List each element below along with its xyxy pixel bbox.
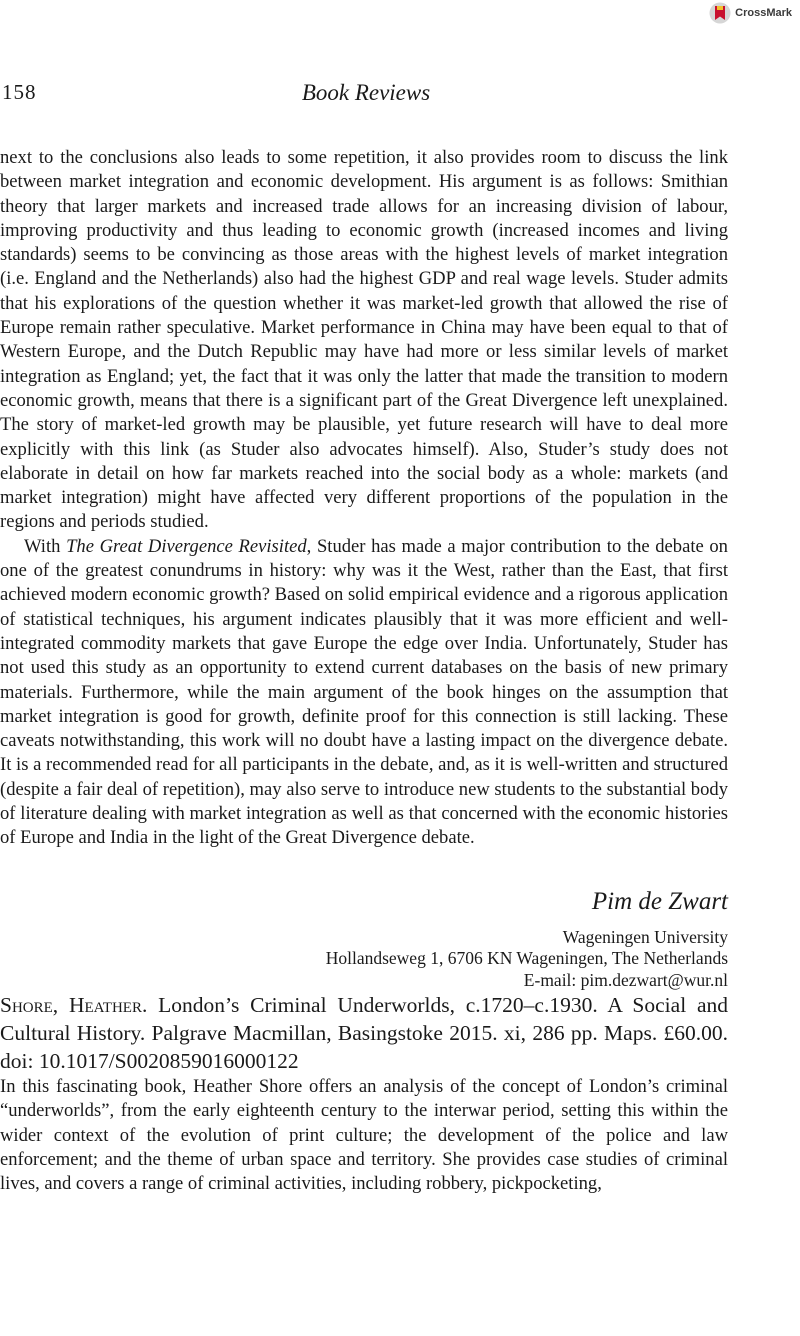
review1-paragraph-1: next to the conclusions also leads to some repetition, it also provides room to discuss the link between market integration and economic development. His argument is as follows: Smithian theory that larger markets and increased trade allows for an increasing division of labour, improving productivity and thus leading to economic growth (increased incomes and living standards) seems to be convincing as those areas with the highest levels of market integration (i.e. England and the Netherlands) also had the highest GDP and real wage levels. Studer admits that his explorations of the question whether it was market-led growth that allowed the rise of Europe remain rather speculative. Market performance in China may have been equal to that of Western Europe, and the Dutch Republic may have had more or less similar levels of market integration as England; yet, the fact that it was only the latter that made the transition to modern economic growth, means that there is a significant part of the Great Divergence left unexplained. The story of market-led growth may be plausible, yet future research will have to deal more explicitly with this link (as Studer also advocates himself). Also, Studer’s study does not elaborate in detail on how far markets reached into the social body as a whole: markets (and market integration) might have affected very different proportions of the population in the regions and periods studied. [0,147,728,533]
page-number: 158 [2,80,37,104]
book-title: The Great Divergence Revisited [66,535,307,557]
reviewer-signature [0,887,728,992]
running-head [2,80,730,112]
crossmark-icon [709,1,731,25]
reviewer-address: Hollandseweg 1, 6706 KN Wageningen, The Netherlands [325,948,728,969]
crossmark-badge[interactable] [709,0,792,26]
paragraph-2-rest: , Studer has made a major contribution to the debate on one of the greatest conundrums in history: why was it the West, rather than the East, that first achieved modern economic growth? Based on solid empirical evidence and a rigorous application of statistical techniques, his argument indicates plausibly that it was more efficient and well-integrated commodity markets that gave Europe the edge over India. Unfortunately, Studer has not used this study as an opportunity to extend current databases on the basis of new primary materials. Furthermore, while the main argument of the book hinges on the assumption that market integration is good for growth, definite proof for this connection is still lacking. These caveats notwithstanding, this work will no doubt have a lasting impact on the divergence debate. It is a recommended read for all participants in the debate, and, as it is well-written and structured (despite a fair deal of repetition), may also serve to introduce new students to the substantial body of literature dealing with market integration as well as that concerned with the economic histories of Europe and India in the light of the Great Divergence debate. [0,535,729,849]
review2-citation: London’s Criminal Underworlds, c.1720–c.1930. A Social and Cultural History. Palgrave Macmillan, Basingstoke 2015. xi, 286 pp. Maps. £60.00. doi: 10.1017/S0020859016000122 [0,993,728,1074]
review1-paragraph-2 [0,535,728,851]
reviewer-institution: Wageningen University [562,926,728,947]
paragraph-2-start: With [24,535,67,557]
review2-paragraph-1: In this fascinating book, Heather Shore offers an analysis of the concept of London’s criminal “underworlds”, from the early eighteenth century to the interwar period, setting this within the wider context of the evolution of print culture; the development of the police and law enforcement; and the theme of urban space and territory. She provides case studies of criminal lives, and covers a range of criminal activities, including robbery, pickpocketing, [0,1076,728,1195]
crossmark-label: CrossMark [735,7,792,19]
reviewer-email: E-mail: pim.dezwart@wur.nl [523,969,728,990]
review2-author: Shore, Heather. [0,993,148,1018]
section-title: Book Reviews [301,80,431,105]
review2-heading [0,991,728,1075]
article-content [0,146,728,1197]
reviewer-name: Pim de Zwart [591,887,728,915]
